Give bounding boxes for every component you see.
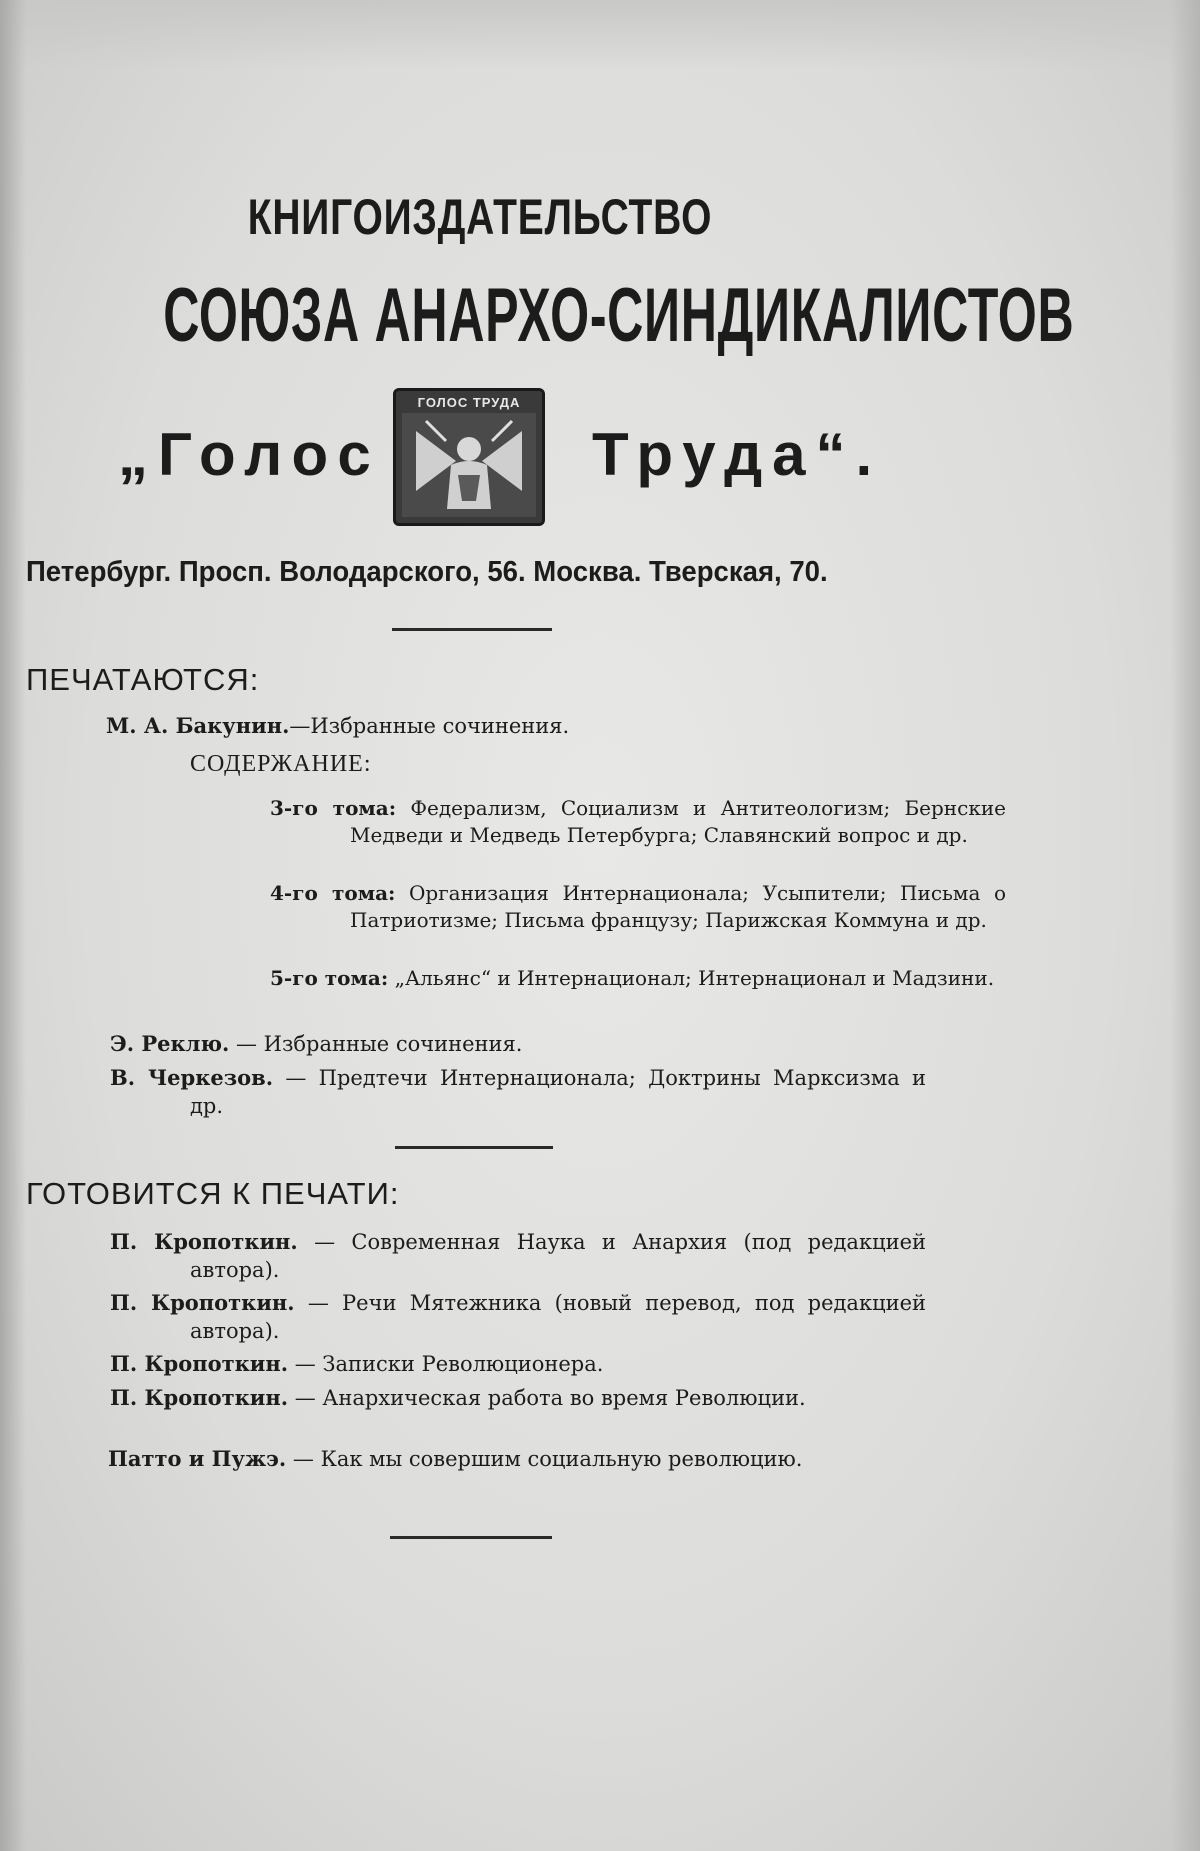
divider-1 <box>392 628 552 631</box>
cherkezov-author: В. Черкезов. <box>110 1065 274 1090</box>
preparing-item-5 <box>108 1445 926 1473</box>
preparing-item-1-title: — Современная Наука и Анархия (под редакцией автора). <box>190 1230 926 1282</box>
preparing-item-4-author: П. Кропоткин. <box>110 1385 289 1410</box>
cherkezov-entry <box>110 1064 926 1120</box>
printing-section-title: ПЕЧАТАЮТСЯ: <box>26 662 260 697</box>
union-heading: СОЮЗА АНАРХО-СИНДИКАЛИСТОВ <box>163 273 1075 358</box>
emblem-label: ГОЛОС ТРУДА <box>417 395 521 410</box>
preparing-item-1 <box>110 1228 926 1284</box>
cherkezov-title: — Предтечи Интернационала; Доктрины Марксизма и др. <box>190 1066 926 1118</box>
preparing-item-2 <box>110 1289 926 1345</box>
volume-3-text: Федерализм, Социализм и Антитеологизм; Бернские Медведи и Медведь Петербурга; Славянский вопрос и др. <box>350 796 1006 847</box>
volume-4 <box>270 880 1006 934</box>
reclus-author: Э. Реклю. <box>110 1031 230 1056</box>
reclus-title: — Избранные сочинения. <box>229 1032 523 1056</box>
reclus-entry <box>110 1030 926 1058</box>
preparing-item-3-title: — Записки Революционера. <box>288 1352 604 1376</box>
preparing-item-2-author: П. Кропоткин. <box>110 1290 295 1315</box>
emblem-art-icon <box>396 391 542 523</box>
volume-3 <box>270 795 1006 849</box>
preparing-item-3 <box>110 1350 926 1378</box>
preparing-item-5-title: — Как мы совершим социальную революцию. <box>286 1447 803 1471</box>
preparing-item-5-author: Патто и Пужэ. <box>108 1446 287 1471</box>
publisher-heading: КНИГОИЗДАТЕЛЬСТВО <box>247 189 713 245</box>
bakunin-title: —Избранные сочинения. <box>289 714 570 738</box>
preparing-item-1-author: П. Кропоткин. <box>110 1229 298 1254</box>
volume-4-text: Организация Интернационала; Усыпители; Письма о Патриотизме; Письма французу; Парижская Коммуна и др. <box>350 881 1007 932</box>
contents-label: СОДЕРЖАНИЕ: <box>190 751 372 777</box>
publisher-name-left: „Голос <box>118 421 381 488</box>
publisher-name-right: Труда“. <box>592 421 883 488</box>
volume-3-label: 3-го тома: <box>270 796 397 820</box>
bakunin-entry <box>106 712 926 740</box>
right-edge-shadow <box>1170 0 1200 1851</box>
preparing-item-2-title: — Речи Мятежника (новый перевод, под редакцией автора). <box>190 1291 927 1343</box>
volume-5-text: „Альянс“ и Интернационал; Интернационал и Мадзини. <box>388 966 995 990</box>
divider-2 <box>395 1146 553 1149</box>
preparing-section-title: ГОТОВИТСЯ К ПЕЧАТИ: <box>26 1176 400 1211</box>
page-fold-shadow <box>0 0 1200 70</box>
publisher-emblem-icon <box>393 388 545 526</box>
bakunin-author: М. А. Бакунин. <box>106 713 290 738</box>
volume-4-label: 4-го тома: <box>270 881 396 905</box>
publisher-address: Петербург. Просп. Володарского, 56. Москва. Тверская, 70. <box>26 556 828 588</box>
preparing-item-3-author: П. Кропоткин. <box>110 1351 289 1376</box>
divider-3 <box>390 1536 552 1539</box>
preparing-item-4-title: — Анархическая работа во время Революции. <box>288 1386 806 1410</box>
left-edge-shadow <box>0 0 26 1851</box>
volume-5-label: 5-го тома: <box>270 966 389 990</box>
preparing-item-4 <box>110 1384 926 1412</box>
volume-5 <box>270 965 1006 992</box>
